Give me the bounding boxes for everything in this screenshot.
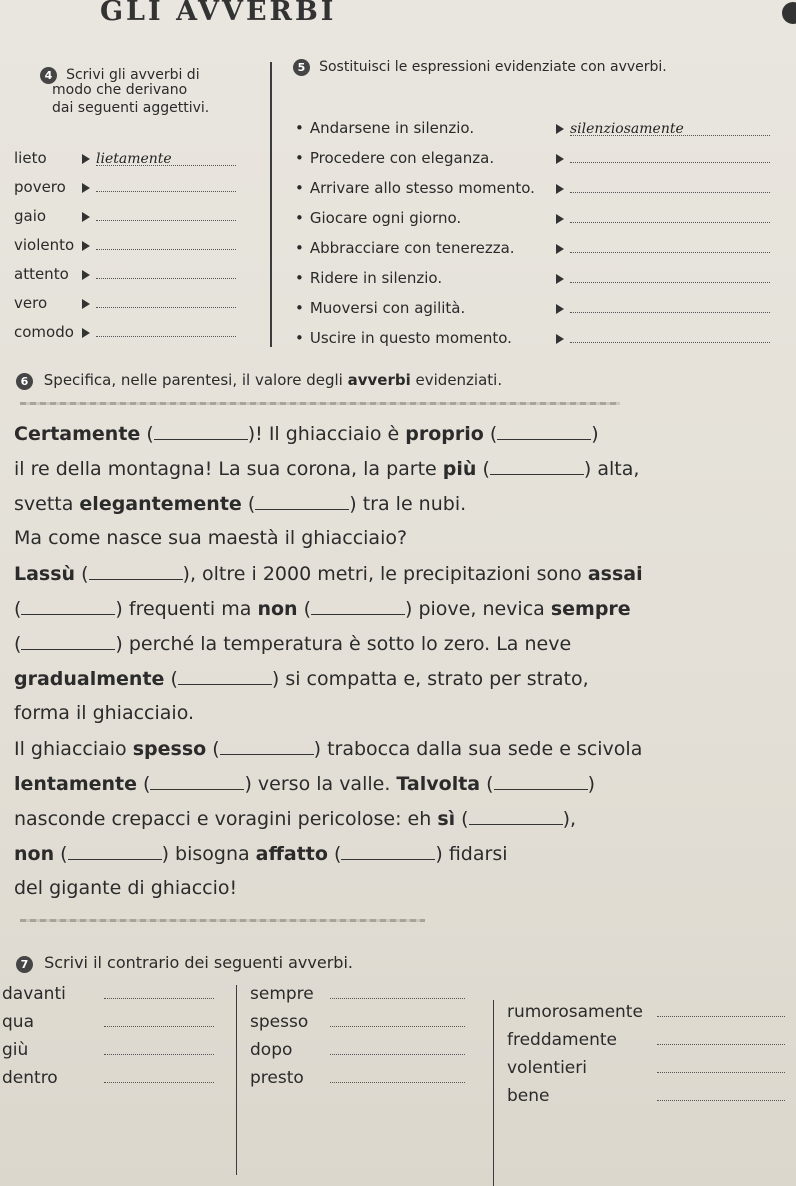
arrow-icon [82, 183, 90, 193]
text-segment: forma il ghiacciaio. [14, 702, 195, 724]
answer-blank[interactable] [469, 807, 563, 825]
ex5-answer-field[interactable]: silenziosamente [570, 121, 770, 136]
ex4-answer-field[interactable] [96, 177, 236, 192]
ex7-row [507, 1002, 785, 1022]
ex6-header [16, 371, 502, 390]
text-segment: ) piove, nevica [405, 598, 551, 620]
arrow-icon [82, 299, 90, 309]
arrow-icon [556, 244, 564, 254]
ex7-header [16, 953, 353, 973]
ex7-row [507, 1030, 785, 1050]
text-segment: del gigante di ghiaccio! [14, 877, 238, 899]
page-title: GLI AVVERBI [100, 0, 337, 27]
ex4-instruction-1: Scrivi gli avverbi di [66, 67, 200, 83]
text-line [14, 457, 639, 480]
answer-blank[interactable] [89, 562, 183, 580]
text-segment: ( [241, 493, 256, 515]
text-segment: ( [14, 633, 22, 655]
text-segment: ( [455, 808, 469, 830]
ex5-answer-field[interactable] [570, 178, 770, 193]
ex7-row [2, 1012, 214, 1032]
ex7-adverb: sempre [250, 984, 314, 1004]
ex7-adverb: qua [2, 1012, 34, 1032]
ex5-expression: • Uscire in questo momento. [295, 329, 550, 347]
ex5-expression: • Ridere in silenzio. [295, 269, 550, 287]
arrow-icon [556, 214, 564, 224]
ex7-adverb: freddamente [507, 1030, 617, 1050]
text-line [14, 842, 508, 865]
ex4-adjective: povero [14, 178, 66, 196]
answer-blank[interactable] [21, 597, 115, 615]
highlighted-adverb: gradualmente [14, 668, 165, 690]
text-line [14, 737, 642, 760]
ex5-answer-field[interactable] [570, 298, 770, 313]
text-line [14, 562, 643, 585]
ex7-row [250, 984, 465, 1004]
text-segment: ), [562, 808, 577, 830]
ex4-adjective: lieto [14, 149, 47, 167]
ex5-row [295, 328, 770, 347]
text-segment: ) tra le nubi. [349, 493, 467, 515]
highlighted-adverb: non [257, 598, 298, 620]
ex5-row [295, 238, 770, 257]
ex6-instruction-post: evidenziati. [410, 371, 503, 389]
arrow-icon [556, 274, 564, 284]
ex7-row [507, 1058, 785, 1078]
ex7-number: 7 [16, 956, 33, 973]
ex4-row [14, 264, 236, 283]
text-bottom-border [20, 919, 425, 922]
text-segment: ( [476, 458, 490, 480]
highlighted-adverb: proprio [405, 423, 484, 445]
highlighted-adverb: assai [587, 563, 643, 585]
text-segment: ( [137, 773, 151, 795]
ex7-answer-field[interactable] [330, 984, 465, 999]
highlighted-adverb: spesso [132, 738, 207, 760]
arrow-icon [556, 184, 564, 194]
text-segment: ) perché la temperatura è sotto lo zero. La neve [115, 633, 572, 655]
ex5-answer-field[interactable] [570, 148, 770, 163]
ex7-row [250, 1012, 465, 1032]
answer-blank[interactable] [494, 772, 588, 790]
ex5-row [295, 298, 770, 317]
ex5-row [295, 268, 770, 287]
ex7-row [250, 1040, 465, 1060]
text-segment: ( [140, 423, 154, 445]
answer-blank[interactable] [255, 492, 349, 510]
answer-blank[interactable] [68, 842, 162, 860]
text-segment: ) [591, 423, 599, 445]
answer-blank[interactable] [311, 597, 405, 615]
ex7-adverb: rumorosamente [507, 1002, 643, 1022]
text-segment: ) trabocca dalla sua sede e scivola [313, 738, 643, 760]
arrow-icon [82, 241, 90, 251]
ex4-row [14, 177, 236, 196]
ex4-adjective: attento [14, 265, 69, 283]
highlighted-adverb: Talvolta [396, 773, 481, 795]
ex5-row [295, 178, 770, 197]
arrow-icon [556, 154, 564, 164]
ex7-answer-field[interactable] [657, 1002, 785, 1017]
ex4-row [14, 293, 236, 312]
arrow-icon [82, 270, 90, 280]
text-segment: )! Il ghiacciaio è [247, 423, 406, 445]
highlighted-adverb: elegantemente [79, 493, 242, 515]
answer-blank[interactable] [220, 737, 314, 755]
ex7-adverb: dentro [2, 1068, 58, 1088]
text-segment: ( [327, 843, 342, 865]
ex4-number: 4 [40, 67, 57, 84]
ex5-answer-field[interactable] [570, 208, 770, 223]
ex4-row [14, 235, 236, 254]
ex4-answer-field[interactable] [96, 322, 236, 337]
ex7-adverb: volentieri [507, 1058, 587, 1078]
ex7-divider-2 [493, 1000, 494, 1186]
ex5-answer-field[interactable] [570, 238, 770, 253]
ex4-adjective: gaio [14, 207, 47, 225]
ex4-instruction-2: modo che derivano [52, 82, 188, 98]
arrow-icon [82, 212, 90, 222]
text-segment: ( [297, 598, 312, 620]
ex5-row [295, 208, 770, 227]
ex5-expression: • Andarsene in silenzio. [295, 119, 550, 137]
text-segment: nasconde crepacci e voragini pericolose: eh [14, 808, 438, 830]
ex7-row [2, 1068, 214, 1088]
text-line [14, 422, 599, 445]
ex7-adverb: spesso [250, 1012, 309, 1032]
text-segment: ) frequenti ma [115, 598, 258, 620]
ex5-number: 5 [293, 59, 310, 76]
ex7-adverb: davanti [2, 984, 66, 1004]
ex4-answer-field[interactable] [96, 264, 236, 279]
ex6-instruction-pre: Specifica, nelle parentesi, il valore degli [43, 371, 348, 389]
ex7-answer-field[interactable] [330, 1012, 465, 1027]
ex7-adverb: presto [250, 1068, 304, 1088]
arrow-icon [556, 334, 564, 344]
ex4-answer-field[interactable] [96, 235, 236, 250]
text-segment: svetta [14, 493, 80, 515]
ex4-adjective: comodo [14, 323, 74, 341]
ex7-answer-field[interactable] [104, 1040, 214, 1055]
ex4-row [14, 322, 236, 341]
ex7-divider-1 [236, 985, 237, 1175]
text-line [14, 772, 595, 795]
text-line [14, 597, 631, 620]
text-segment: Ma come nasce sua maestà il ghiacciaio? [14, 527, 408, 549]
ex7-answer-field[interactable] [330, 1040, 465, 1055]
ex7-row [2, 1040, 214, 1060]
ex5-row [295, 118, 770, 137]
ex4-adjective: vero [14, 294, 48, 312]
ex5-row [295, 148, 770, 167]
text-segment: ( [480, 773, 494, 795]
text-segment: ) [587, 773, 595, 795]
arrow-icon [556, 124, 564, 134]
answer-blank[interactable] [150, 772, 244, 790]
ex4-answer-field[interactable] [96, 293, 236, 308]
text-segment: Il ghiacciaio [14, 738, 133, 760]
text-segment: ) si compatta e, strato per strato, [271, 668, 589, 690]
text-segment: ) verso la valle. [244, 773, 397, 795]
highlighted-adverb: lentamente [14, 773, 138, 795]
ex7-adverb: dopo [250, 1040, 293, 1060]
text-line [14, 877, 237, 899]
ex4-header [40, 64, 200, 84]
ex7-row [250, 1068, 465, 1088]
text-line [14, 667, 589, 690]
ex7-answer-field[interactable] [657, 1030, 785, 1045]
column-divider [270, 62, 272, 347]
text-segment: ( [75, 563, 89, 585]
ex5-expression: • Muoversi con agilità. [295, 299, 550, 317]
text-line [14, 702, 194, 724]
ex4-answer-field[interactable]: lietamente [96, 151, 236, 166]
answer-blank[interactable] [490, 457, 584, 475]
arrow-icon [556, 304, 564, 314]
ex7-row [2, 984, 214, 1004]
arrow-icon [82, 328, 90, 338]
ex6-number: 6 [16, 373, 33, 390]
arrow-icon [82, 154, 90, 164]
text-segment: ( [14, 598, 22, 620]
text-segment: ( [483, 423, 498, 445]
ex5-instruction: Sostituisci le espressioni evidenziate con avverbi. [319, 59, 667, 75]
ex5-answer-field[interactable] [570, 328, 770, 343]
ex7-answer-field[interactable] [104, 984, 214, 999]
text-segment: ( [54, 843, 68, 865]
ex4-instruction-3: dai seguenti aggettivi. [52, 100, 210, 116]
highlighted-adverb: più [442, 458, 477, 480]
ex7-answer-field[interactable] [657, 1058, 785, 1073]
ex7-row [507, 1086, 785, 1106]
text-line [14, 527, 407, 549]
highlighted-adverb: sempre [550, 598, 631, 620]
ex5-expression: • Abbracciare con tenerezza. [295, 239, 550, 257]
ex5-answer-field[interactable] [570, 268, 770, 283]
ex5-expression: • Procedere con eleganza. [295, 149, 550, 167]
ex7-adverb: bene [507, 1086, 550, 1106]
text-segment: il re della montagna! La sua corona, la parte [14, 458, 443, 480]
text-segment: ( [164, 668, 178, 690]
highlighted-adverb: non [14, 843, 55, 865]
corner-badge-icon [782, 2, 796, 24]
highlighted-adverb: affatto [255, 843, 328, 865]
answer-blank[interactable] [341, 842, 435, 860]
answer-blank[interactable] [154, 422, 248, 440]
ex7-answer-field[interactable] [330, 1068, 465, 1083]
ex6-instruction-bold: avverbi [347, 371, 411, 389]
text-segment: ) alta, [583, 458, 640, 480]
text-segment: ), oltre i 2000 metri, le precipitazioni sono [182, 563, 588, 585]
ex7-instruction: Scrivi il contrario dei seguenti avverbi. [44, 953, 353, 972]
text-segment: ( [206, 738, 220, 760]
ex7-answer-field[interactable] [104, 1068, 214, 1083]
answer-blank[interactable] [178, 667, 272, 685]
text-segment: ) fidarsi [435, 843, 508, 865]
text-line [14, 492, 466, 515]
text-line [14, 632, 571, 655]
ex5-expression: • Arrivare allo stesso momento. [295, 179, 550, 197]
ex4-row [14, 148, 236, 167]
ex5-expression: • Giocare ogni giorno. [295, 209, 550, 227]
highlighted-adverb: Lassù [14, 563, 76, 585]
ex5-header [293, 56, 667, 76]
text-top-border [20, 402, 620, 405]
answer-blank[interactable] [21, 632, 115, 650]
text-segment: ) bisogna [161, 843, 256, 865]
ex4-answer-field[interactable] [96, 206, 236, 221]
highlighted-adverb: sì [437, 808, 456, 830]
ex7-answer-field[interactable] [657, 1086, 785, 1101]
ex7-adverb: giù [2, 1040, 29, 1060]
answer-blank[interactable] [497, 422, 591, 440]
text-line [14, 807, 576, 830]
ex4-adjective: violento [14, 236, 75, 254]
ex4-row [14, 206, 236, 225]
ex7-answer-field[interactable] [104, 1012, 214, 1027]
highlighted-adverb: Certamente [14, 423, 141, 445]
